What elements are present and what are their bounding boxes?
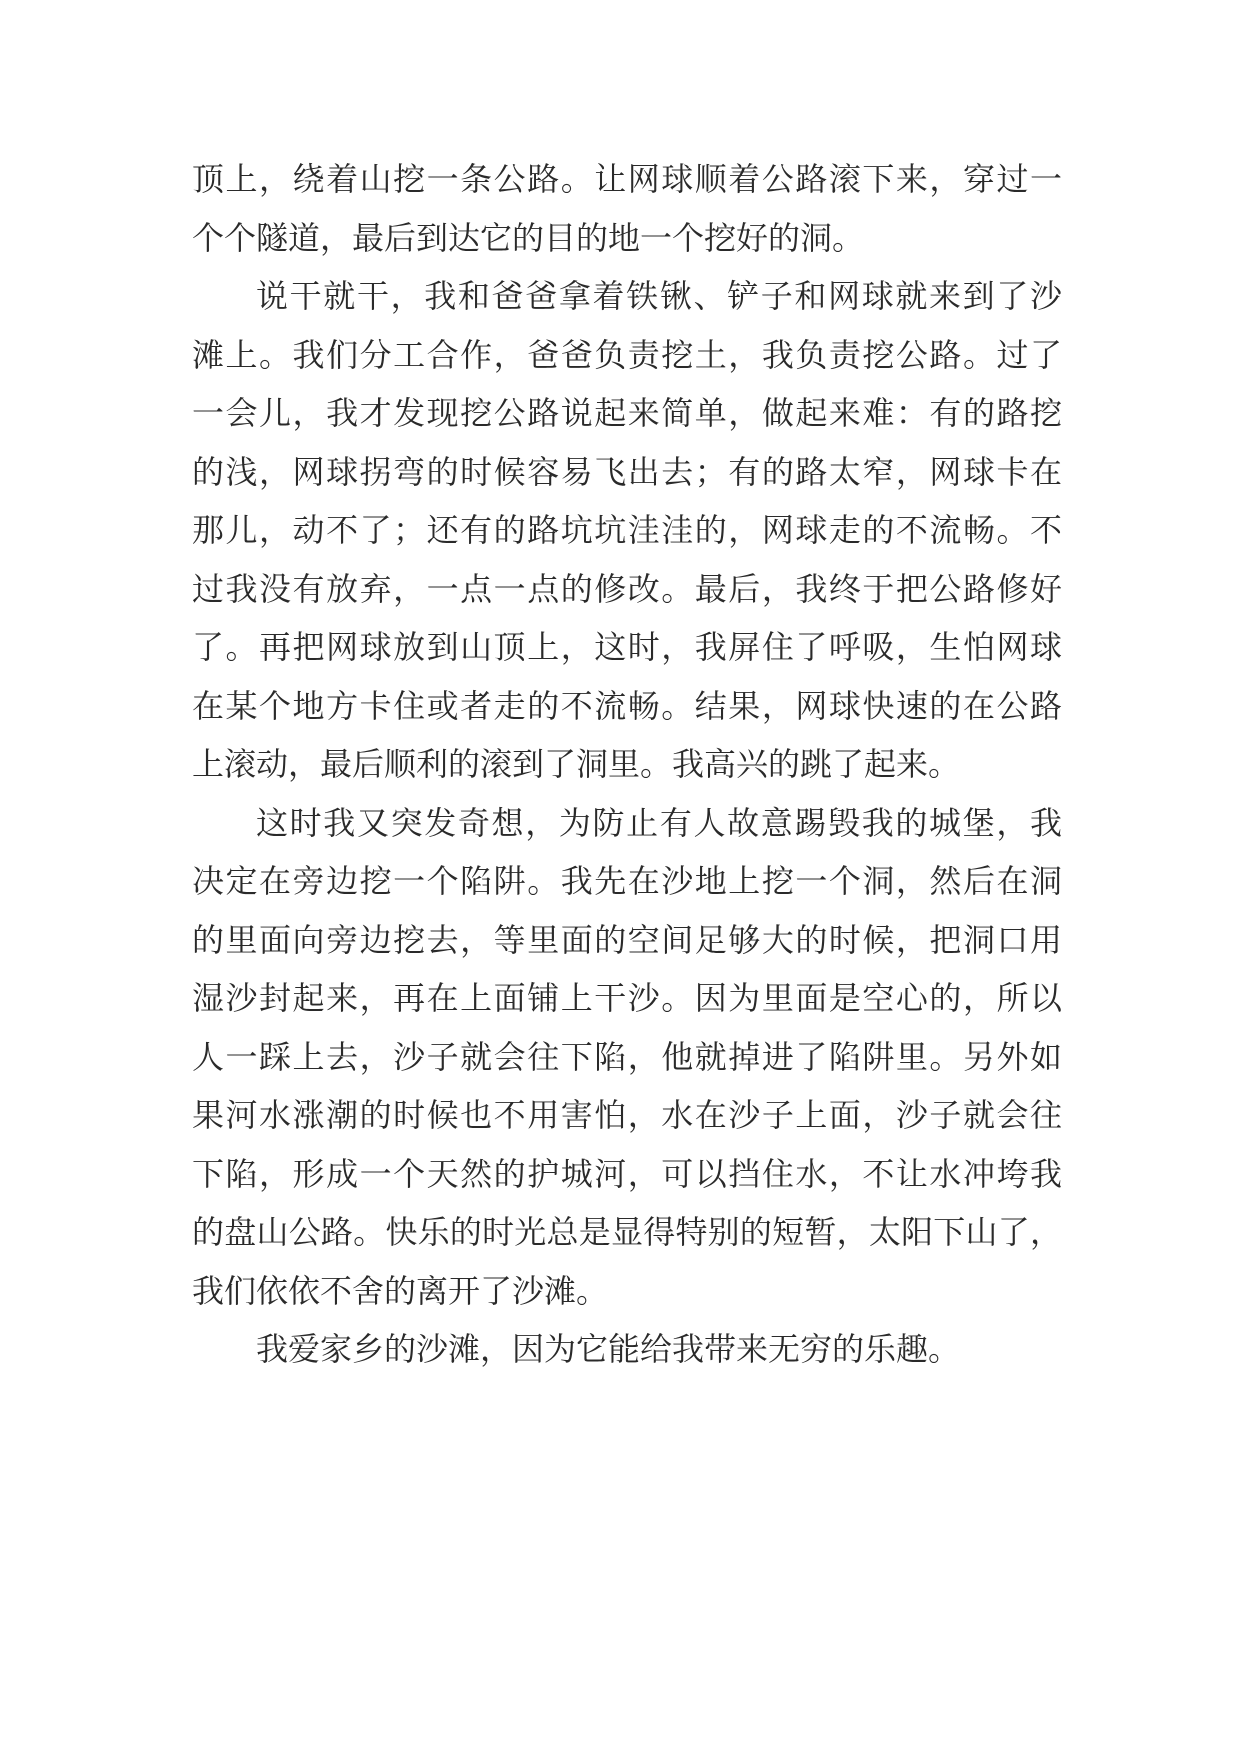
text-line: 顶上，绕着山挖一条公路。让网球顺着公路滚下来，穿过一 <box>192 160 1062 198</box>
text-line: 过我没有放弃，一点一点的修改。最后，我终于把公路修好 <box>192 569 1062 608</box>
text-line: 的里面向旁边挖去，等里面的空间足够大的时候，把洞口用 <box>192 920 1062 959</box>
paragraph-first-line: 我爱家乡的沙滩，因为它能给我带来无穷的乐趣。 <box>256 1330 961 1368</box>
text-line: 个个隧道，最后到达它的目的地一个挖好的洞。 <box>192 218 865 257</box>
text-line: 在某个地方卡住或者走的不流畅。结果，网球快速的在公路 <box>192 686 1062 725</box>
text-line: 滩上。我们分工合作，爸爸负责挖土，我负责挖公路。过了 <box>192 335 1062 374</box>
paragraph-first-line: 说干就干，我和爸爸拿着铁锹、铲子和网球就来到了沙 <box>256 277 1062 315</box>
text-line: 下陷，形成一个天然的护城河，可以挡住水，不让水冲垮我 <box>192 1154 1062 1193</box>
text-line: 果河水涨潮的时候也不用害怕，水在沙子上面，沙子就会往 <box>192 1096 1062 1134</box>
text-line: 了。再把网球放到山顶上，这时，我屏住了呼吸，生怕网球 <box>192 628 1062 666</box>
text-line: 那儿，动不了；还有的路坑坑洼洼的，网球走的不流畅。不 <box>192 511 1062 549</box>
text-line: 的浅，网球拐弯的时候容易飞出去；有的路太窄，网球卡在 <box>192 452 1062 491</box>
text-line: 人一踩上去，沙子就会往下陷，他就掉进了陷阱里。另外如 <box>192 1037 1062 1076</box>
text-line: 的盘山公路。快乐的时光总是显得特别的短暂，太阳下山了， <box>192 1213 1062 1251</box>
text-line: 上滚动，最后顺利的滚到了洞里。我高兴的跳了起来。 <box>192 745 961 783</box>
paragraph-first-line: 这时我又突发奇想，为防止有人故意踢毁我的城堡，我 <box>256 803 1062 842</box>
text-line: 一会儿，我才发现挖公路说起来简单，做起来难：有的路挖 <box>192 394 1062 432</box>
text-line: 我们依依不舍的离开了沙滩。 <box>192 1271 609 1310</box>
text-line: 决定在旁边挖一个陷阱。我先在沙地上挖一个洞，然后在洞 <box>192 862 1062 900</box>
essay-body <box>192 150 1062 1379</box>
text-line: 湿沙封起来，再在上面铺上干沙。因为里面是空心的，所以 <box>192 979 1062 1017</box>
